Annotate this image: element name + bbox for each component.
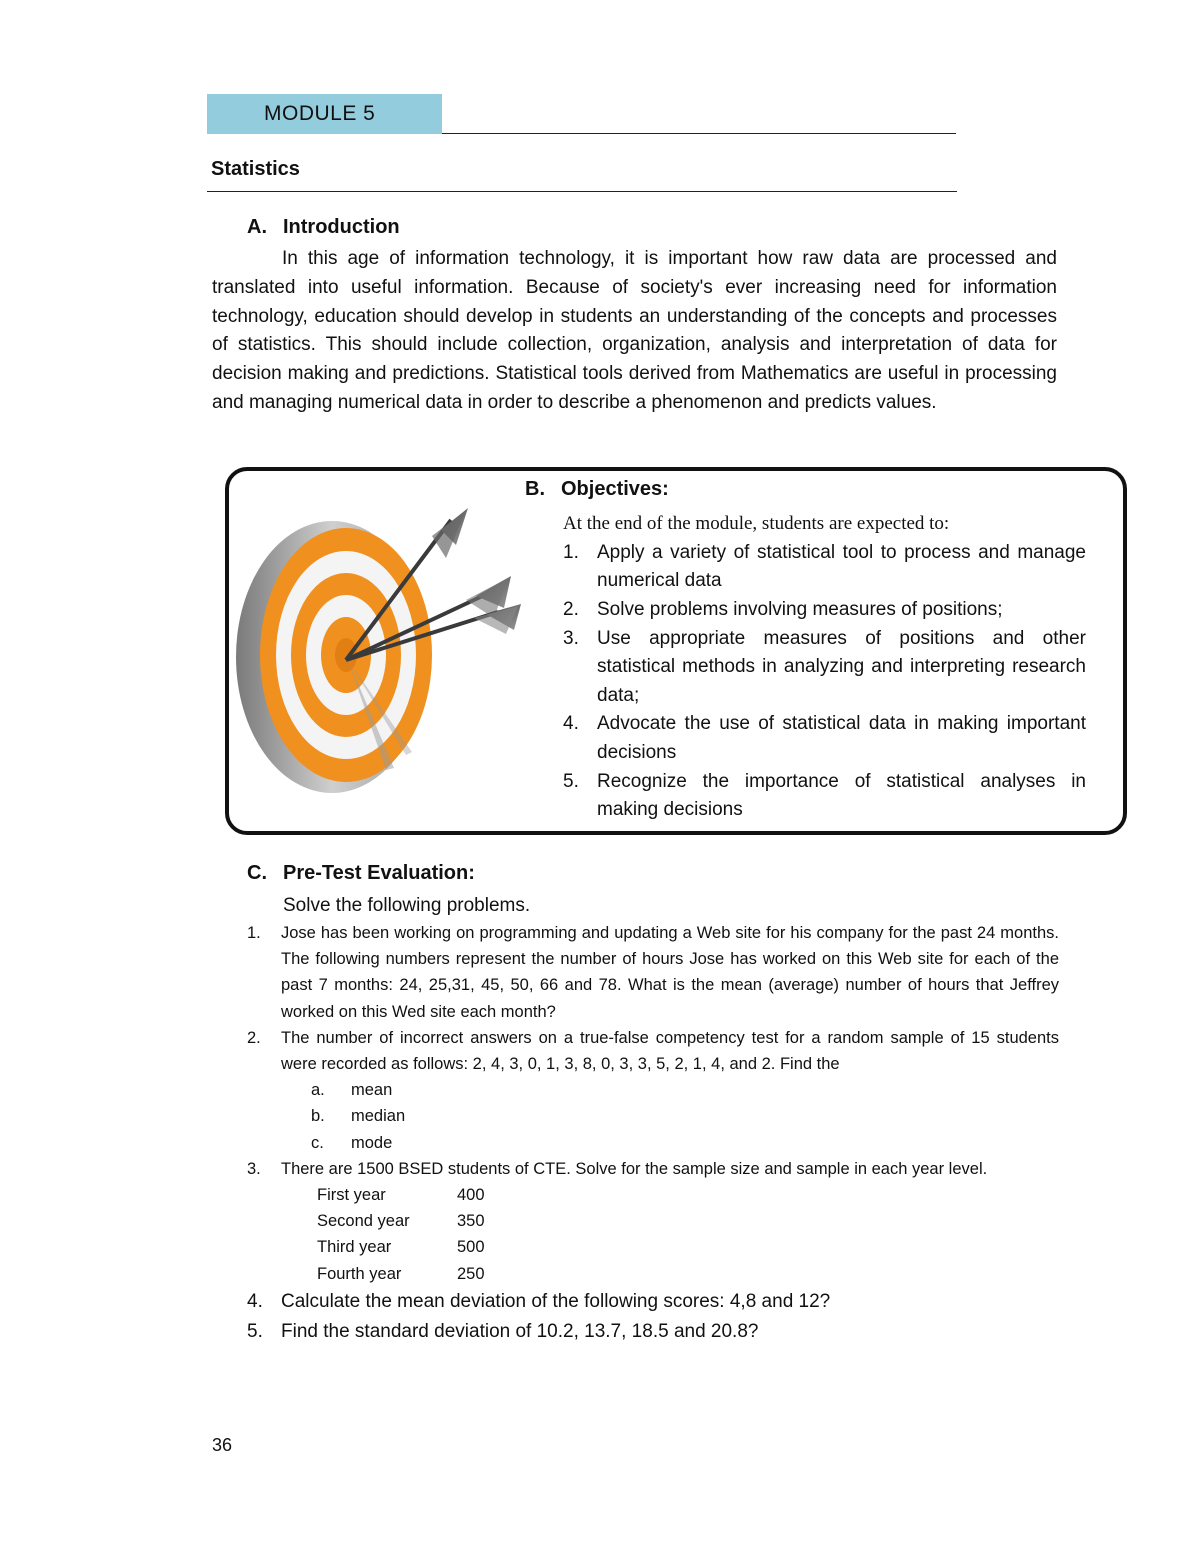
problem-2-sublist bbox=[281, 1077, 1059, 1156]
list-item bbox=[563, 768, 1086, 825]
pretest-instruction: Solve the following problems. bbox=[283, 895, 531, 916]
problem-number: 5. bbox=[247, 1320, 263, 1342]
pretest-letter: C. bbox=[247, 862, 267, 884]
year-label: Fourth year bbox=[317, 1264, 402, 1283]
pretest-problems-end bbox=[211, 1287, 1059, 1347]
problem-text: The number of incorrect answers on a true-false competency test for a random sample of 15 students were recorded as follows: 2, 4, 3, 0, 1, 3, 8, 0, 3, 3, 5, 2, 1, 4, and 2. Find the bbox=[281, 1028, 1059, 1074]
intro-paragraph bbox=[212, 245, 1057, 418]
item-text: Apply a variety of statistical tool to process and manage numerical data bbox=[597, 541, 1086, 592]
list-item bbox=[211, 920, 1059, 1025]
year-value: 400 bbox=[457, 1186, 485, 1205]
problem-text: Find the standard deviation of 10.2, 13.7, 18.5 and 20.8? bbox=[281, 1320, 759, 1342]
target-with-arrows-icon bbox=[236, 500, 536, 810]
objectives-heading bbox=[525, 478, 1086, 510]
intro-text: In this age of information technology, it is important how raw data are processed and translated into useful information. Because of society's ever increasing need for information technology, education should develop in students an understanding of the concepts and processes of statistics. This should include collection, organization, analysis and interpretation of data for decision making and predictions. Statistical tools derived from Mathematics are useful in processing and managing numerical data in order to describe a phenomenon and predicts values. bbox=[212, 248, 1057, 413]
list-item bbox=[211, 1025, 1059, 1077]
item-text: Use appropriate measures of positions and other statistical methods in analyzing and interpreting research data; bbox=[597, 627, 1086, 706]
item-number: 3. bbox=[563, 627, 579, 649]
sub-text: median bbox=[351, 1107, 406, 1126]
pretest-problems bbox=[211, 920, 1059, 1077]
table-row bbox=[317, 1182, 1059, 1208]
pretest-section bbox=[247, 862, 1059, 1347]
objectives-list bbox=[563, 539, 1086, 825]
list-item bbox=[281, 1077, 1059, 1103]
page-number: 36 bbox=[212, 1435, 233, 1455]
objectives-section bbox=[525, 478, 1086, 825]
pretest-title: Pre-Test Evaluation: bbox=[283, 862, 475, 884]
year-label: Second year bbox=[317, 1212, 410, 1231]
year-label: Third year bbox=[317, 1238, 392, 1257]
item-text: Solve problems involving measures of positions; bbox=[597, 598, 1003, 620]
list-item bbox=[563, 596, 1086, 625]
problem-number: 3. bbox=[247, 1159, 261, 1178]
intro-letter: A. bbox=[247, 216, 267, 238]
page-title: Statistics bbox=[211, 158, 300, 180]
year-value: 350 bbox=[457, 1212, 485, 1231]
sub-text: mode bbox=[351, 1133, 393, 1152]
problem-text: There are 1500 BSED students of CTE. Solve for the sample size and sample in each year level. bbox=[281, 1159, 988, 1178]
list-item bbox=[563, 625, 1086, 711]
list-item bbox=[281, 1103, 1059, 1129]
problem-text: Jose has been working on programming and updating a Web site for his company for the past 24 months. The following numbers represent the number of hours Jose has worked on this Web site for each of the past 7 months: 24, 25,31, 45, 50, 66 and 78. What is the mean (average) number of hours that Jeffrey worked on this Wed site each month? bbox=[281, 924, 1059, 1021]
item-number: 4. bbox=[563, 713, 579, 735]
item-number: 2. bbox=[563, 598, 579, 620]
sub-letter: a. bbox=[311, 1081, 325, 1100]
list-item bbox=[281, 1130, 1059, 1156]
list-item bbox=[563, 539, 1086, 596]
intro-heading bbox=[247, 216, 400, 239]
pretest-problems-cont bbox=[211, 1156, 1059, 1182]
problem-text: Calculate the mean deviation of the following scores: 4,8 and 12? bbox=[281, 1290, 831, 1312]
table-row bbox=[317, 1208, 1059, 1234]
list-item bbox=[211, 1317, 1059, 1347]
year-label: First year bbox=[317, 1186, 386, 1205]
problem-number: 4. bbox=[247, 1290, 263, 1312]
item-number: 5. bbox=[563, 770, 579, 792]
list-item bbox=[563, 710, 1086, 767]
problem-number: 1. bbox=[247, 924, 261, 942]
item-text: Recognize the importance of statistical analyses in making decisions bbox=[597, 770, 1086, 821]
sub-letter: b. bbox=[311, 1107, 325, 1126]
sub-letter: c. bbox=[311, 1133, 324, 1152]
list-item bbox=[211, 1156, 1059, 1182]
sub-text: mean bbox=[351, 1081, 393, 1100]
pretest-heading bbox=[247, 862, 1059, 892]
objectives-letter: B. bbox=[525, 478, 545, 500]
table-row bbox=[317, 1261, 1059, 1287]
module-label: MODULE 5 bbox=[207, 94, 442, 134]
year-value: 250 bbox=[457, 1264, 485, 1283]
intro-title: Introduction bbox=[283, 216, 400, 238]
list-item bbox=[211, 1287, 1059, 1317]
table-row bbox=[317, 1234, 1059, 1260]
title-rule bbox=[207, 191, 957, 192]
item-number: 1. bbox=[563, 541, 579, 563]
year-level-table bbox=[247, 1182, 1059, 1287]
problem-number: 2. bbox=[247, 1028, 261, 1047]
objectives-intro: At the end of the module, students are expected to: bbox=[563, 513, 950, 534]
header-rule bbox=[442, 133, 956, 134]
year-value: 500 bbox=[457, 1238, 485, 1257]
item-text: Advocate the use of statistical data in making important decisions bbox=[597, 713, 1086, 763]
objectives-title: Objectives: bbox=[561, 478, 669, 500]
